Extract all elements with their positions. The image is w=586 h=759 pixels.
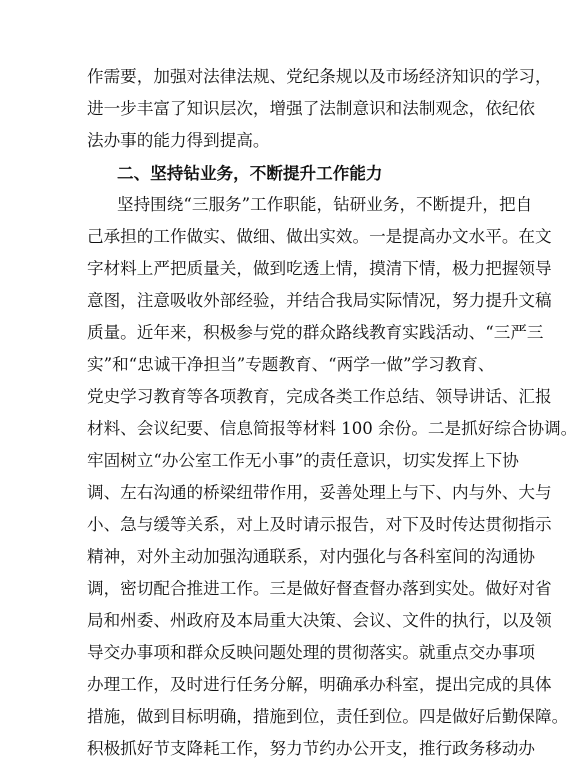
paragraph-line: 党史学习教育等各项教育，完成各类工作总结、领导讲话、汇报 (87, 387, 552, 406)
paragraph-line: 质量。近年来，积极参与党的群众路线教育实践活动、“三严三 (87, 323, 544, 342)
paragraph-line: 调、左右沟通的桥梁纽带作用，妥善处理上与下、内与外、大与 (87, 483, 552, 502)
paragraph-line: 作需要，加强对法律法规、党纪条规以及市场经济知识的学习， (87, 67, 552, 86)
paragraph-line: 精神，对外主动加强沟通联系，对内强化与各科室间的沟通协 (87, 547, 536, 566)
paragraph-line: 意图，注意吸收外部经验，并结合我局实际情况，努力提升文稿 (87, 291, 552, 310)
section-heading: 二、坚持钻业务，不断提升工作能力 (117, 163, 383, 183)
paragraph-line: 字材料上严把质量关，做到吃透上情，摸清下情，极力把握领导 (87, 259, 552, 278)
paragraph-line: 措施，做到目标明确，措施到位，责任到位。四是做好后勤保障。 (87, 707, 569, 726)
paragraph-line: 进一步丰富了知识层次，增强了法制意识和法制观念，依纪依 (87, 99, 536, 118)
paragraph-line: 办理工作，及时进行任务分解，明确承办科室，提出完成的具体 (87, 675, 552, 694)
paragraph-line: 导交办事项和群众反映问题处理的贯彻落实。就重点交办事项 (87, 643, 536, 662)
paragraph-line: 调，密切配合推进工作。三是做好督查督办落到实处。做好对省 (87, 579, 552, 598)
paragraph-line: 材料、会议纪要、信息简报等材料 100 余份。二是抓好综合协调。 (87, 419, 578, 438)
paragraph-line: 牢固树立“办公室工作无小事”的责任意识，切实发挥上下协 (87, 451, 519, 470)
paragraph-line: 局和州委、州政府及本局重大决策、会议、文件的执行，以及领 (87, 611, 552, 630)
paragraph-line: 己承担的工作做实、做细、做出实效。一是提高办文水平。在文 (87, 227, 552, 246)
paragraph-line: 小、急与缓等关系，对上及时请示报告，对下及时传达贯彻指示 (87, 515, 552, 534)
paragraph-line: 实”和“忠诚干净担当”专题教育、“两学一做”学习教育、 (87, 355, 495, 374)
paragraph-line: 积极抓好节支降耗工作，努力节约办公开支，推行政务移动办 (87, 739, 536, 758)
paragraph-line: 法办事的能力得到提高。 (87, 131, 270, 150)
paragraph-line: 坚持围绕“三服务”工作职能，钻研业务，不断提升，把自 (117, 195, 533, 214)
